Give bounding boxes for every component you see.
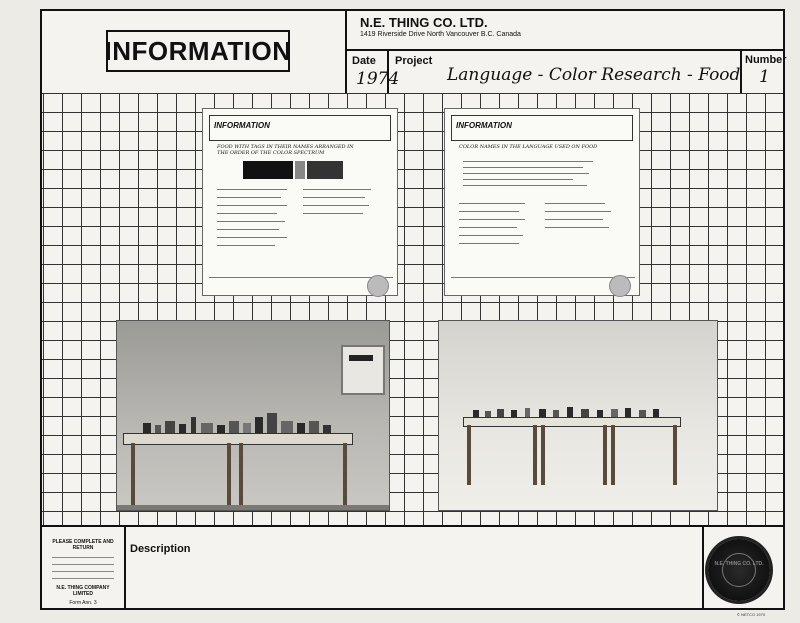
doc-text: COLOR NAMES IN THE LANGUAGE USED ON FOOD bbox=[459, 144, 598, 150]
doc-line bbox=[463, 173, 589, 174]
table-leg bbox=[131, 443, 135, 505]
photo-floor bbox=[117, 505, 389, 510]
doc-line bbox=[463, 161, 593, 162]
footer-divider bbox=[702, 527, 704, 610]
doc-line bbox=[217, 229, 279, 230]
food-item bbox=[473, 410, 479, 417]
header-rule bbox=[347, 49, 783, 51]
table-leg bbox=[541, 425, 545, 485]
doc-line bbox=[545, 211, 611, 212]
food-item bbox=[581, 409, 589, 417]
food-item bbox=[255, 417, 263, 433]
company-seal bbox=[708, 539, 770, 601]
food-item bbox=[653, 409, 659, 417]
footer bbox=[42, 525, 783, 610]
wall-poster bbox=[341, 345, 385, 395]
doc-line bbox=[463, 167, 583, 168]
table-leg bbox=[673, 425, 677, 485]
doc-line bbox=[545, 203, 605, 204]
food-item bbox=[297, 423, 305, 433]
food-item bbox=[597, 410, 603, 417]
doc-line bbox=[217, 237, 287, 238]
form-line bbox=[52, 578, 114, 579]
form-line bbox=[52, 564, 114, 565]
doc-line bbox=[209, 277, 393, 278]
doc-header bbox=[209, 115, 391, 141]
food-item bbox=[511, 410, 517, 417]
info-document-2 bbox=[444, 108, 640, 296]
doc-line bbox=[545, 219, 603, 220]
copyright-footnote: © NETCO 1970 bbox=[737, 612, 766, 617]
company-address: 1419 Riverside Drive North Vancouver B.C. Canada bbox=[360, 31, 521, 38]
table-leg bbox=[343, 443, 347, 505]
doc-line bbox=[217, 197, 281, 198]
food-item bbox=[539, 409, 546, 417]
doc-line bbox=[459, 227, 517, 228]
table-top bbox=[463, 417, 681, 427]
doc-title: INFORMATION bbox=[456, 121, 512, 130]
food-item bbox=[625, 408, 631, 417]
doc-line bbox=[459, 243, 519, 244]
table-top bbox=[123, 433, 353, 445]
date-value: 1974 bbox=[356, 69, 400, 89]
table-leg bbox=[467, 425, 471, 485]
food-item bbox=[567, 407, 573, 417]
doc-header bbox=[451, 115, 633, 141]
information-sheet bbox=[40, 9, 785, 610]
table-leg bbox=[611, 425, 615, 485]
description-label: Description bbox=[130, 543, 191, 555]
food-item bbox=[229, 421, 239, 433]
doc-line bbox=[459, 203, 525, 204]
doc-text: FOOD WITH TAGS IN THEIR NAMES ARRANGED IN THE ORDER OF THE COLOR SPECTRUM bbox=[217, 144, 354, 156]
food-item bbox=[155, 425, 161, 433]
please-complete-label: PLEASE COMPLETE AND RETURN bbox=[52, 539, 114, 551]
information-title: INFORMATION bbox=[106, 30, 290, 72]
header-divider bbox=[345, 11, 347, 93]
color-swatch bbox=[295, 161, 305, 179]
form-line bbox=[52, 557, 114, 558]
food-item bbox=[323, 425, 331, 433]
doc-line bbox=[303, 205, 369, 206]
company-limited-label: N.E. THING COMPANY LIMITED bbox=[56, 585, 110, 597]
doc-line bbox=[463, 185, 587, 186]
food-item bbox=[201, 423, 213, 433]
footer-divider bbox=[124, 527, 126, 610]
doc-line bbox=[217, 213, 277, 214]
food-item bbox=[553, 410, 559, 417]
project-value: Language - Color Research - Food bbox=[447, 65, 741, 85]
seal-ring bbox=[722, 553, 756, 587]
food-item bbox=[267, 413, 277, 433]
doc-line bbox=[459, 211, 519, 212]
date-label: Date bbox=[352, 55, 376, 67]
doc-line bbox=[303, 197, 365, 198]
grid-area bbox=[42, 93, 783, 525]
form-line bbox=[52, 571, 114, 572]
form-number: Form Ann. 3 bbox=[69, 600, 97, 606]
doc-line bbox=[451, 277, 635, 278]
header bbox=[42, 11, 787, 95]
table-leg bbox=[239, 443, 243, 505]
table-leg bbox=[227, 443, 231, 505]
photo-table-2 bbox=[438, 320, 718, 511]
food-item bbox=[485, 411, 491, 417]
doc-seal bbox=[609, 275, 631, 297]
food-item bbox=[639, 410, 646, 417]
doc-line bbox=[459, 235, 523, 236]
food-item bbox=[243, 423, 251, 433]
project-label: Project bbox=[395, 55, 433, 67]
food-item bbox=[165, 421, 175, 433]
table-leg bbox=[533, 425, 537, 485]
table-leg bbox=[603, 425, 607, 485]
food-item bbox=[143, 423, 151, 433]
food-item bbox=[309, 421, 319, 433]
food-item bbox=[191, 417, 196, 433]
please-complete-box bbox=[46, 527, 120, 606]
doc-line bbox=[545, 227, 609, 228]
doc-line bbox=[463, 179, 573, 180]
doc-line bbox=[217, 205, 287, 206]
doc-seal bbox=[367, 275, 389, 297]
food-item bbox=[611, 409, 618, 417]
food-item bbox=[217, 425, 225, 433]
doc-line bbox=[217, 221, 285, 222]
doc-line bbox=[217, 245, 275, 246]
number-label: Number bbox=[745, 54, 787, 66]
company-name: N.E. THING CO. LTD. bbox=[360, 15, 488, 30]
doc-line bbox=[303, 213, 363, 214]
doc-line bbox=[459, 219, 525, 220]
seal-text: N.E. THING CO. LTD. bbox=[714, 561, 764, 567]
food-item bbox=[281, 421, 293, 433]
doc-title: INFORMATION bbox=[214, 121, 270, 130]
food-item bbox=[179, 424, 186, 433]
doc-line bbox=[303, 189, 371, 190]
food-item bbox=[497, 409, 504, 417]
photo-table-1 bbox=[116, 320, 390, 511]
number-value: 1 bbox=[759, 67, 770, 87]
poster-swatch bbox=[349, 355, 373, 361]
food-item bbox=[525, 408, 530, 417]
doc-line bbox=[217, 189, 287, 190]
color-swatch bbox=[307, 161, 343, 179]
info-document-1 bbox=[202, 108, 398, 296]
color-swatch bbox=[243, 161, 293, 179]
